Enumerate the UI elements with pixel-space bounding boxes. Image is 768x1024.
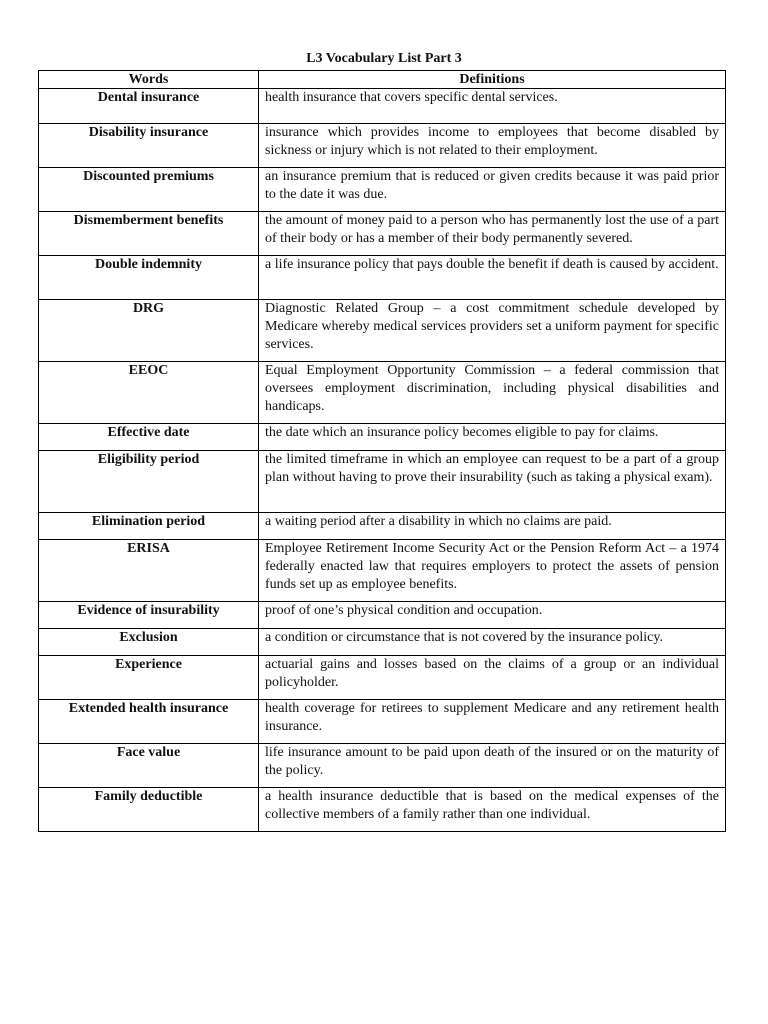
- vocabulary-table-body: [39, 89, 726, 832]
- vocabulary-definition: the date which an insurance policy becomes eligible to pay for claims.: [259, 424, 726, 451]
- vocabulary-word: Discounted premiums: [39, 168, 259, 212]
- vocabulary-word: Eligibility period: [39, 451, 259, 513]
- vocabulary-word: Double indemnity: [39, 256, 259, 300]
- vocabulary-word: Family deductible: [39, 788, 259, 832]
- vocabulary-definition: proof of one’s physical condition and occupation.: [259, 602, 726, 629]
- table-row: [39, 256, 726, 300]
- table-row: [39, 362, 726, 424]
- table-row: [39, 656, 726, 700]
- table-header-row: [39, 71, 726, 89]
- vocabulary-word: Dismemberment benefits: [39, 212, 259, 256]
- vocabulary-word: Extended health insurance: [39, 700, 259, 744]
- vocabulary-table: [38, 70, 726, 832]
- vocabulary-definition: an insurance premium that is reduced or given credits because it was paid prior to the date it was due.: [259, 168, 726, 212]
- table-row: [39, 788, 726, 832]
- vocabulary-definition: insurance which provides income to employees that become disabled by sickness or injury which is not related to their employment.: [259, 124, 726, 168]
- table-row: [39, 124, 726, 168]
- vocabulary-definition: actuarial gains and losses based on the claims of a group or an individual policyholder.: [259, 656, 726, 700]
- table-row: [39, 700, 726, 744]
- table-row: [39, 513, 726, 540]
- table-row: [39, 540, 726, 602]
- vocabulary-word: EEOC: [39, 362, 259, 424]
- vocabulary-definition: a waiting period after a disability in which no claims are paid.: [259, 513, 726, 540]
- table-row: [39, 629, 726, 656]
- table-row: [39, 89, 726, 124]
- table-row: [39, 212, 726, 256]
- vocabulary-definition: the amount of money paid to a person who has permanently lost the use of a part of their body or has a member of their body permanently severed.: [259, 212, 726, 256]
- vocabulary-definition: Equal Employment Opportunity Commission – a federal commission that oversees employment discrimination, including physical disabilities and handicaps.: [259, 362, 726, 424]
- table-row: [39, 744, 726, 788]
- vocabulary-definition: a life insurance policy that pays double the benefit if death is caused by accident.: [259, 256, 726, 300]
- table-row: [39, 424, 726, 451]
- table-row: [39, 300, 726, 362]
- vocabulary-word: Elimination period: [39, 513, 259, 540]
- vocabulary-definition: Employee Retirement Income Security Act or the Pension Reform Act – a 1974 federally enacted law that requires employers to protect the assets of pension funds set up as employee benefits.: [259, 540, 726, 602]
- table-row: [39, 168, 726, 212]
- vocabulary-word: Disability insurance: [39, 124, 259, 168]
- vocabulary-definition: Diagnostic Related Group – a cost commitment schedule developed by Medicare whereby medical services providers set a uniform payment for specific services.: [259, 300, 726, 362]
- vocabulary-definition: life insurance amount to be paid upon death of the insured or on the maturity of the policy.: [259, 744, 726, 788]
- vocabulary-definition: health coverage for retirees to supplement Medicare and any retirement health insurance.: [259, 700, 726, 744]
- page-title: L3 Vocabulary List Part 3: [306, 51, 462, 66]
- vocabulary-word: Face value: [39, 744, 259, 788]
- vocabulary-word: Dental insurance: [39, 89, 259, 124]
- vocabulary-word: Effective date: [39, 424, 259, 451]
- vocabulary-word: Exclusion: [39, 629, 259, 656]
- table-row: [39, 451, 726, 513]
- vocabulary-word: Experience: [39, 656, 259, 700]
- vocabulary-word: DRG: [39, 300, 259, 362]
- table-row: [39, 602, 726, 629]
- vocabulary-definition: a health insurance deductible that is based on the medical expenses of the collective members of a family rather than one individual.: [259, 788, 726, 832]
- column-header-words: Words: [39, 71, 259, 89]
- vocabulary-definition: the limited timeframe in which an employee can request to be a part of a group plan without having to prove their insurability (such as taking a physical exam).: [259, 451, 726, 513]
- vocabulary-word: Evidence of insurability: [39, 602, 259, 629]
- vocabulary-word: ERISA: [39, 540, 259, 602]
- column-header-definitions: Definitions: [259, 71, 726, 89]
- vocabulary-definition: a condition or circumstance that is not covered by the insurance policy.: [259, 629, 726, 656]
- vocabulary-definition: health insurance that covers specific dental services.: [259, 89, 726, 124]
